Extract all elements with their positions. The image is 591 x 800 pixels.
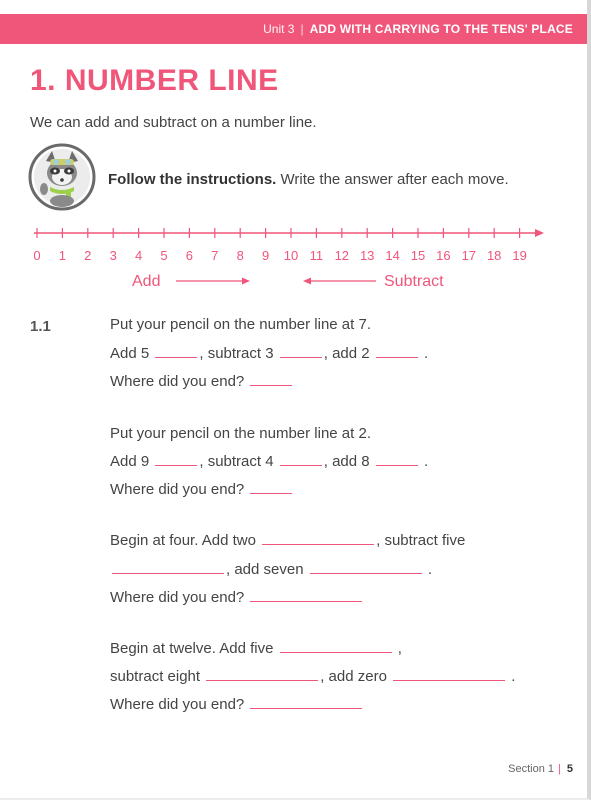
exercise-text: . [507,668,516,685]
number-line-tick-label: 4 [134,248,143,263]
exercise-text: , add 2 [323,345,374,362]
exercise-text: Add 9 [110,453,154,470]
number-line-tick-label: 3 [109,248,117,263]
answer-blank[interactable] [280,345,322,358]
footer-separator: | [558,763,561,775]
answer-blank[interactable] [250,589,362,602]
answer-blank[interactable] [280,453,322,466]
number-line-tick-label: 2 [84,248,92,263]
page-title: 1. NUMBER LINE [30,64,279,97]
number-line-arrowhead [535,229,544,237]
answer-blank[interactable] [310,561,422,574]
exercise-text: Where did you end? [110,589,249,606]
number-line-tick-label: 16 [436,248,451,263]
number-line-tick-label: 9 [261,248,270,263]
answer-blank[interactable] [155,345,197,358]
instructions [108,168,538,192]
answer-blank[interactable] [112,561,224,574]
exercise-text: Add 5 [110,345,154,362]
exercise-text: , add 8 [323,453,374,470]
raccoon-mascot-icon [28,143,96,211]
number-line [0,220,591,300]
number-line-tick-label: 7 [211,248,219,263]
number-line-tick-label: 12 [334,248,350,263]
header-topic: ADD WITH CARRYING TO THE TENS' PLACE [309,22,573,36]
exercise-text: . [419,453,429,470]
number-line-tick-label: 0 [33,248,41,263]
answer-blank[interactable] [376,453,418,466]
number-line-tick-label: 17 [461,248,477,263]
number-line-tick-label: 19 [512,248,527,263]
exercise-line [110,668,515,685]
add-arrowhead-icon [242,278,250,285]
number-line-tick-label: 14 [385,248,400,263]
answer-blank[interactable] [250,373,292,386]
intro-text: We can add and subtract on a number line. [30,114,317,131]
exercise-line [110,640,402,657]
number-line-tick-label: 10 [283,248,299,263]
answer-blank[interactable] [155,453,197,466]
header-unit: Unit 3 [263,22,295,36]
exercise-line [110,373,294,390]
exercise-line [110,532,465,549]
exercise-text: , add seven [226,561,308,578]
exercise-line [110,345,428,362]
answer-blank[interactable] [250,481,292,494]
header-bar [0,14,587,44]
number-line-tick-label: 11 [309,248,324,263]
number-line-tick-label: 6 [185,248,194,263]
exercise-text: . [423,561,433,578]
answer-blank[interactable] [280,640,392,653]
number-line-tick-label: 15 [410,248,426,263]
answer-blank[interactable] [262,532,374,545]
header-separator: | [300,22,304,36]
footer [508,763,573,775]
number-line-tick-label: 1 [58,248,67,263]
exercise-text: , subtract 3 [199,345,278,362]
page-number: 5 [566,763,573,775]
footer-section: Section 1 [508,763,555,775]
exercise-text: , subtract 4 [199,453,278,470]
subtract-label: Subtract [384,273,444,290]
exercise-line [110,453,428,470]
exercise-text: Begin at four. Add two [110,532,261,549]
exercise-line [110,316,371,333]
number-line-tick-label: 13 [359,248,375,263]
exercise-text: Where did you end? [110,696,249,713]
instructions-bold: Follow the instructions. [108,171,277,188]
exercise-text: Put your pencil on the number line at 7. [110,316,371,333]
exercise-line [110,696,364,713]
exercise-text: Where did you end? [110,481,249,498]
exercise-text: , add zero [320,668,392,685]
instructions-rest: Write the answer after each move. [276,171,509,188]
exercise-text: , [393,640,402,657]
exercise-text: Begin at twelve. Add five [110,640,278,657]
answer-blank[interactable] [206,668,318,681]
exercise-line [110,589,364,606]
number-line-tick-label: 5 [160,248,168,263]
number-line-tick-label: 8 [236,248,244,263]
add-label: Add [132,273,161,290]
exercise-text: . [419,345,429,362]
exercise-text: Where did you end? [110,373,249,390]
answer-blank[interactable] [393,668,505,681]
exercise-line [110,425,371,442]
exercise-line [110,481,294,498]
number-line-tick-label: 18 [486,248,502,263]
exercise-text: Put your pencil on the number line at 2. [110,425,371,442]
exercise-line [110,561,432,578]
exercise-text: subtract eight [110,668,205,685]
exercise-number: 1.1 [30,318,51,335]
answer-blank[interactable] [376,345,418,358]
answer-blank[interactable] [250,696,362,709]
exercise-text: , subtract five [376,532,466,549]
